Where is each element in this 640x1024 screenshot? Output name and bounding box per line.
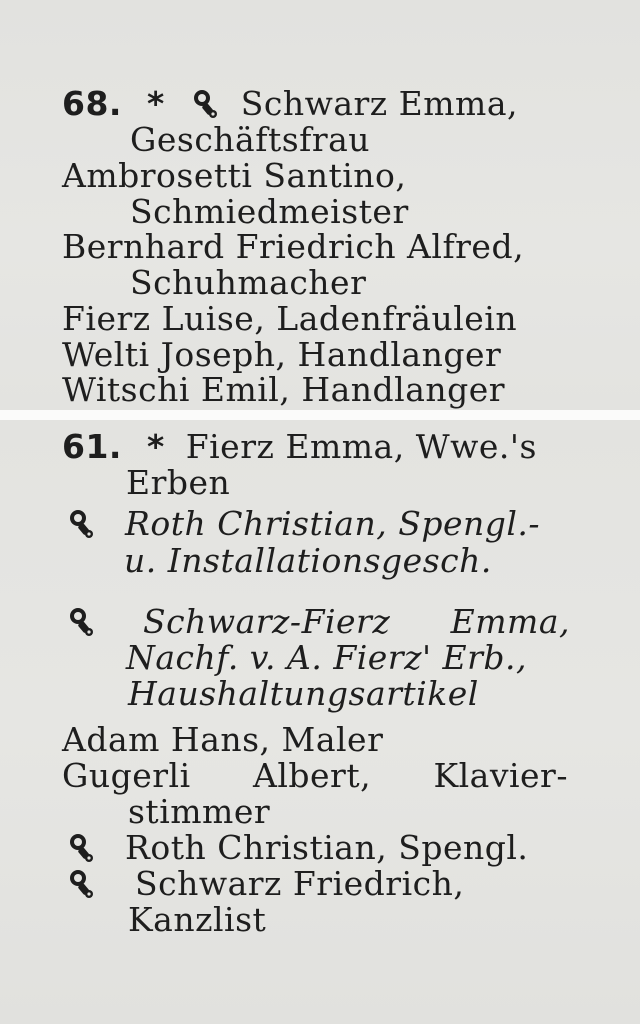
business-name: Roth Christian, Spengl.- bbox=[125, 504, 541, 543]
owner-star: * bbox=[146, 427, 165, 466]
resident-occupation: stimmer bbox=[128, 792, 271, 831]
resident-occupation: Schmiedmeister bbox=[130, 192, 409, 231]
telephone-icon bbox=[66, 605, 96, 639]
telephone-icon bbox=[66, 867, 96, 901]
resident-line bbox=[66, 866, 464, 902]
resident-line: Fierz Luise, Ladenfräulein bbox=[62, 299, 518, 338]
resident-line bbox=[62, 758, 568, 794]
business-detail: u. Installationsgesch. bbox=[124, 541, 492, 580]
house-number: 61. bbox=[62, 427, 122, 466]
business-name: Schwarz-Fierz bbox=[143, 602, 391, 641]
resident-name-part: Albert, bbox=[253, 756, 372, 795]
owner-name: Fierz Emma, Wwe.'s bbox=[185, 427, 537, 466]
resident-name: Schwarz Friedrich, bbox=[135, 864, 465, 903]
resident-name: Roth Christian, Spengl. bbox=[125, 828, 529, 867]
owner-star: * bbox=[146, 84, 165, 123]
entry-68-line-1 bbox=[62, 86, 518, 122]
resident-name: Schwarz Emma, bbox=[240, 84, 518, 123]
resident-occupation: Kanzlist bbox=[128, 900, 267, 939]
owner-continuation: Erben bbox=[126, 463, 231, 502]
business-line bbox=[66, 604, 570, 640]
resident-line: Ambrosetti Santino, bbox=[62, 156, 407, 195]
business-line bbox=[66, 506, 540, 542]
business-detail: Haushaltungsartikel bbox=[128, 674, 479, 713]
telephone-icon bbox=[190, 87, 220, 121]
resident-occupation: Klavier- bbox=[433, 756, 568, 795]
telephone-icon bbox=[66, 831, 96, 865]
resident-line: Witschi Emil, Handlanger bbox=[62, 370, 506, 409]
page-divider bbox=[0, 410, 640, 420]
resident-line: Adam Hans, Maler bbox=[62, 720, 384, 759]
resident-line: Welti Joseph, Handlanger bbox=[62, 335, 502, 374]
resident-line: Bernhard Friedrich Alfred, bbox=[62, 227, 525, 266]
resident-occupation: Geschäftsfrau bbox=[130, 120, 371, 159]
resident-name: Gugerli bbox=[62, 756, 191, 795]
entry-61-line-1 bbox=[62, 429, 537, 465]
telephone-icon bbox=[66, 507, 96, 541]
resident-occupation: Schuhmacher bbox=[130, 263, 367, 302]
business-name-part: Emma, bbox=[450, 602, 570, 641]
business-detail: Nachf. v. A. Fierz' Erb., bbox=[126, 638, 527, 677]
resident-line bbox=[66, 830, 528, 866]
house-number: 68. bbox=[62, 84, 122, 123]
